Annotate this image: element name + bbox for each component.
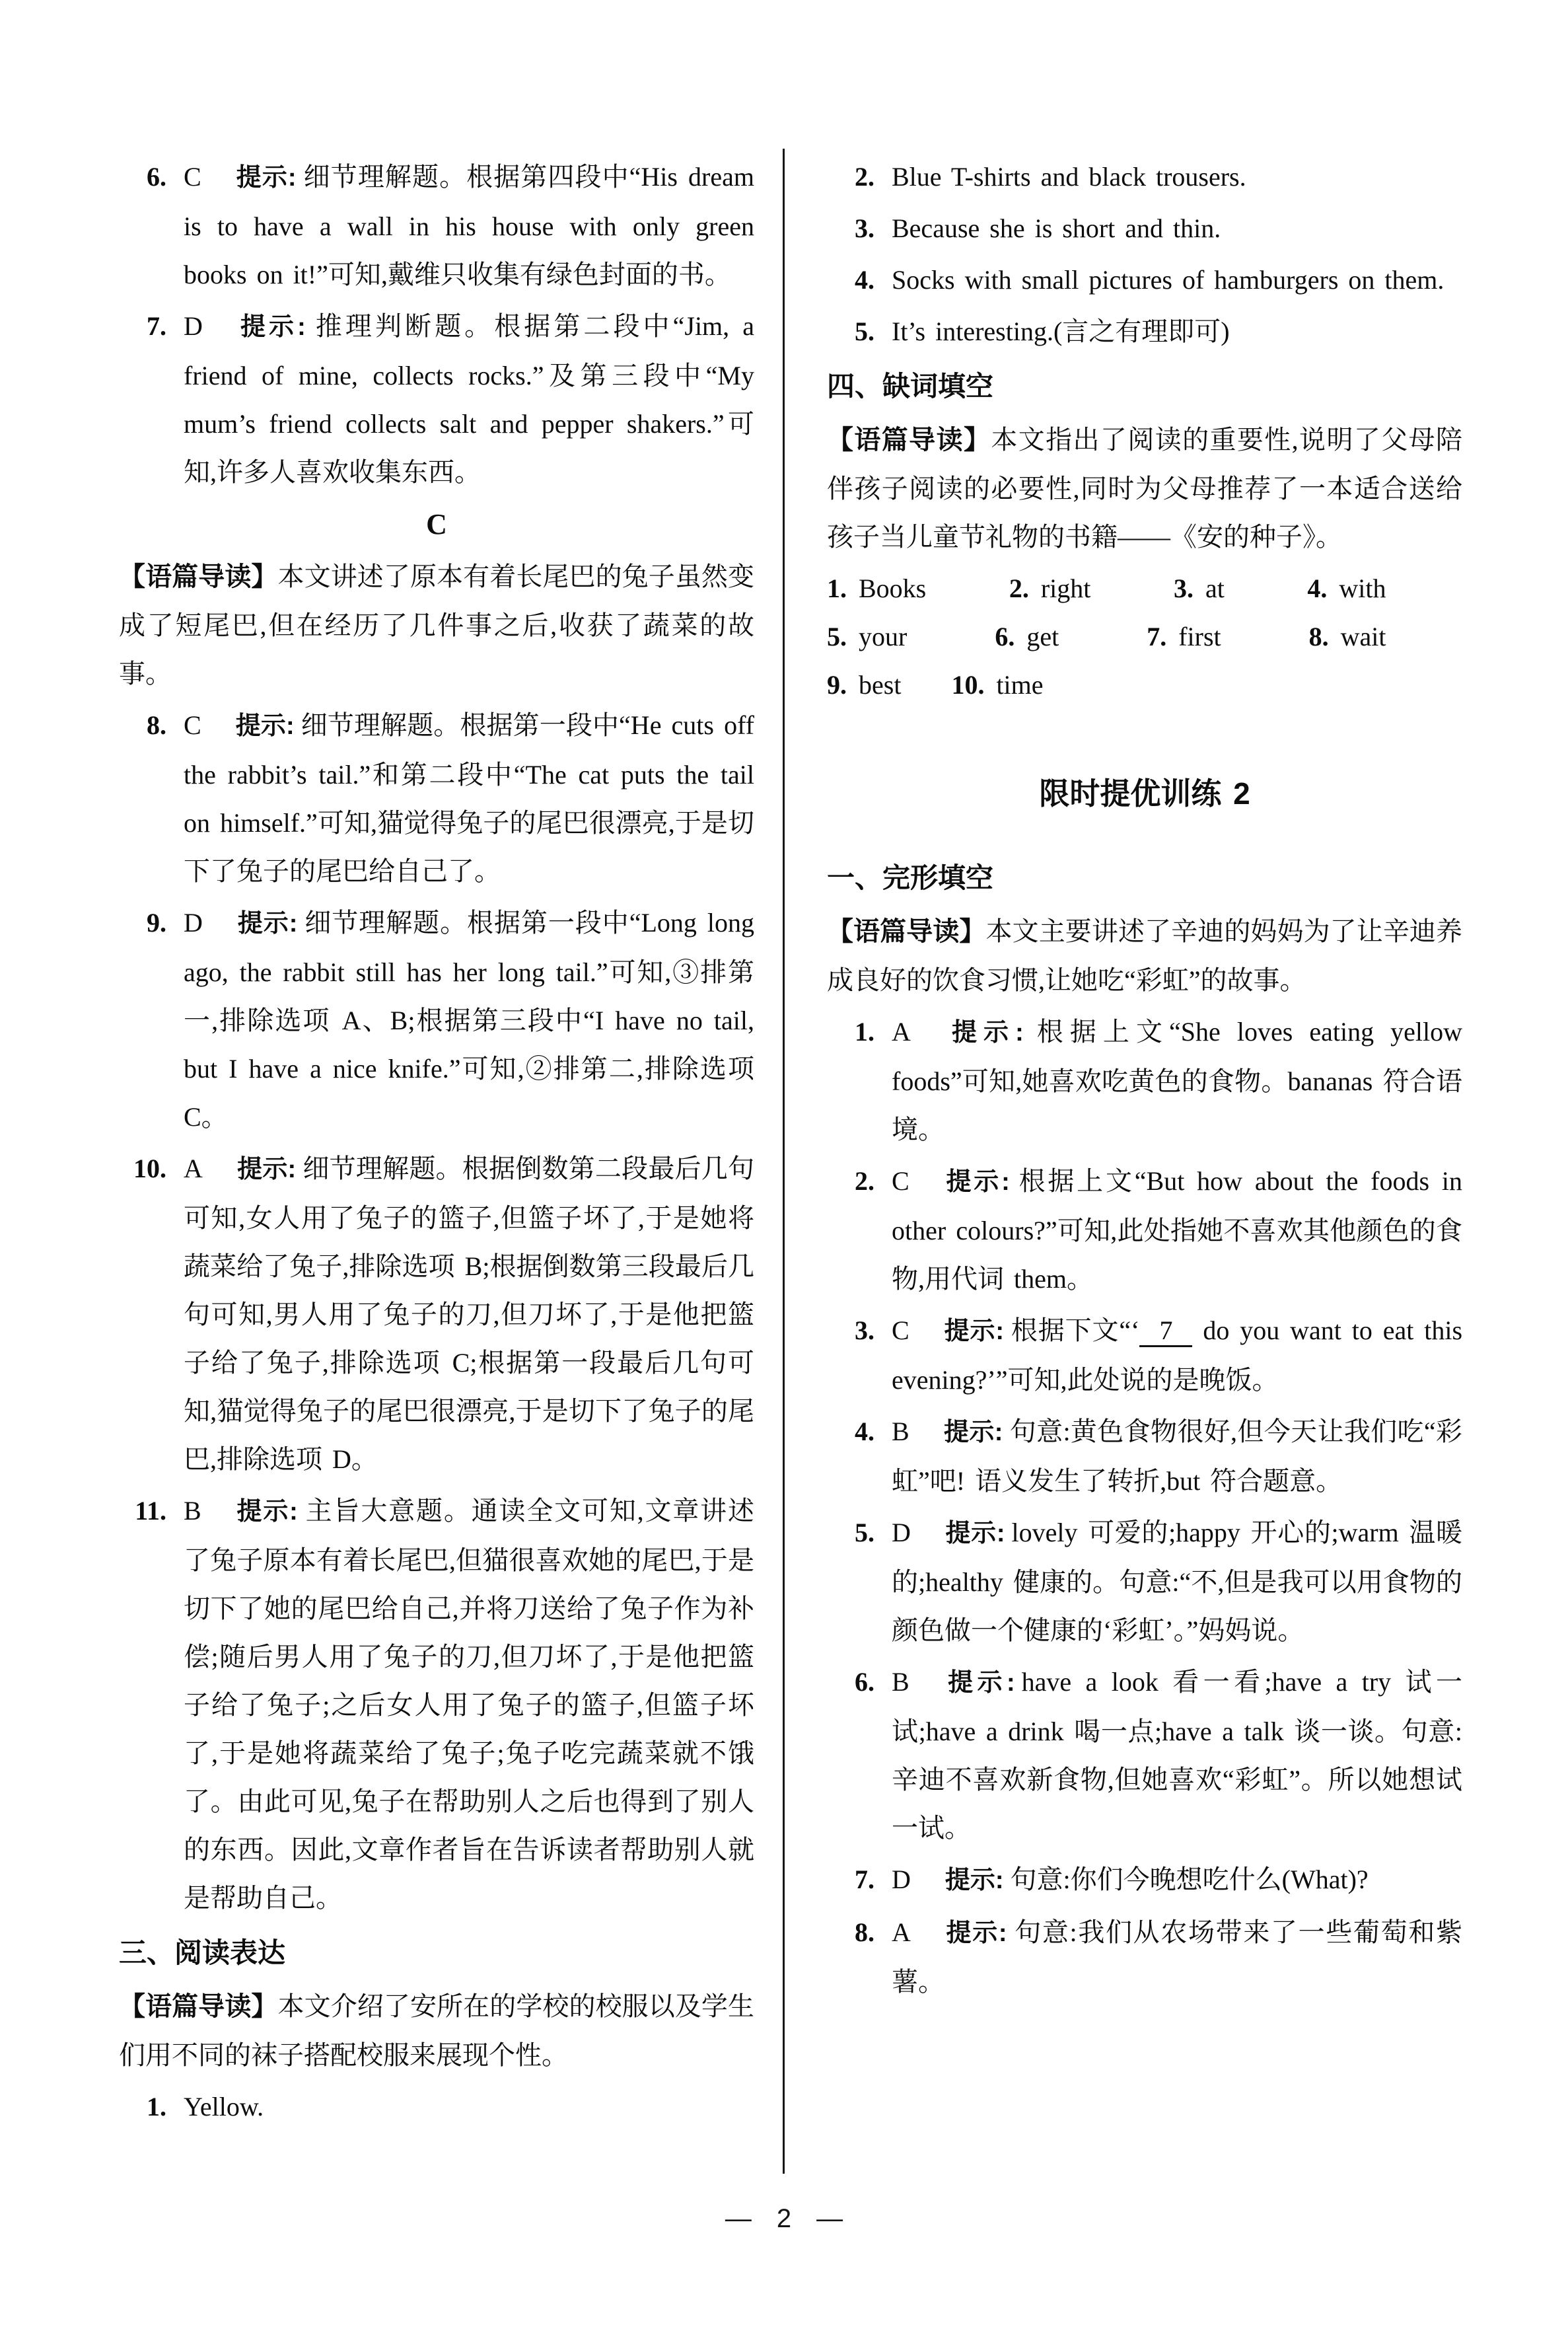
answer-item — [827, 1658, 1462, 1852]
answers-row — [827, 564, 1386, 612]
item-number: 4. — [855, 1417, 874, 1446]
hint-label: 提示: — [235, 1498, 298, 1526]
item-number: 4. — [855, 265, 874, 295]
text-run: 细节理解题。根据第四段中“His dream is to have a wall in his house with only green books on it!”可知,戴维只收集有绿色封面的书。 — [184, 162, 755, 289]
text-run: 根据上文“But how about the foods in other colours?”可知,此处指她不喜欢其他颜色的食物,用代词 them。 — [892, 1166, 1462, 1294]
answer-cell-word: time — [996, 670, 1044, 700]
item-number: 8. — [855, 1917, 874, 1947]
item-content — [184, 1144, 754, 1483]
item-number: 8. — [147, 710, 166, 740]
item-number: 3. — [855, 213, 874, 243]
answer-letter: B — [184, 1496, 201, 1526]
answer-item — [119, 1144, 754, 1483]
answer-cell-number: 1. — [827, 573, 847, 603]
item-content — [892, 204, 1462, 252]
answer-item — [827, 204, 1462, 252]
item-content — [892, 1008, 1462, 1154]
item-number: 7. — [855, 1864, 874, 1894]
item-content — [184, 701, 754, 895]
text-run: 细节理解题。根据第一段中“He cuts off the rabbit’s tail.”和第二段中“The cat puts the tail on himself.”可知,猫觉得兔子的尾巴很漂亮,于是切下了兔子的尾巴给自己了。 — [184, 710, 755, 886]
answer-item — [827, 1008, 1462, 1154]
passage-letter-header: C — [426, 508, 447, 540]
item-content — [892, 1306, 1462, 1404]
answer-item — [827, 1908, 1462, 2006]
text-run: 细节理解题。根据倒数第二段最后几句可知,女人用了兔子的篮子,但篮子坏了,于是她将蔬菜给了兔子,排除选项 B;根据倒数第三段最后几句可知,男人用了兔子的刀,但刀坏了,于是他把篮子给了兔子,排除选项 C;根据第一段最后几句可知,猫觉得兔子的尾巴很漂亮,于是切下了兔子的尾巴,排除选项 D。 — [184, 1154, 755, 1474]
passage-intro — [827, 907, 1462, 1004]
text-run: 主旨大意题。通读全文可知,文章讲述了兔子原本有着长尾巴,但猫很喜欢她的尾巴,于是切下了她的尾巴给自己,并将刀送给了兔子作为补偿;随后男人用了兔子的刀,但刀坏了,于是他把篮子给了兔子;之后女人用了兔子的篮子,但篮子坏了,于是她将蔬菜给了兔子;兔子吃完蔬菜就不饿了。由此可见,兔子在帮助别人之后也得到了别人的东西。因此,文章作者旨在告诉读者帮助别人就是帮助自己。 — [184, 1496, 755, 1913]
answer-letter: C — [892, 1315, 909, 1345]
passage-intro-text: 本文指出了阅读的重要性,说明了父母陪伴孩子阅读的必要性,同时为父母推荐了一本适合送给孩子当儿童节礼物的书籍——《安的种子》。 — [827, 425, 1463, 552]
answer-cell — [827, 612, 907, 661]
text-run: 根据上文“She loves eating yellow foods”可知,她喜欢吃黄色的食物。bananas 符合语境。 — [892, 1017, 1463, 1144]
item-number: 10. — [133, 1154, 166, 1183]
hint-label: 提示: — [235, 712, 295, 740]
answer-letter: B — [892, 1667, 909, 1697]
hint-label: 提示: — [943, 1168, 1010, 1196]
item-content — [892, 256, 1462, 304]
item-number: 1. — [855, 1017, 874, 1047]
section-header: 四、缺词填空 — [827, 371, 994, 402]
answer-cell-word: first — [1178, 622, 1221, 651]
answer-cell — [1147, 612, 1221, 661]
answer-letter: D — [892, 1518, 911, 1547]
section-header: 三、阅读表达 — [119, 1937, 286, 1968]
answer-letter: D — [892, 1864, 911, 1894]
passage-intro-label: 【语篇导读】 — [827, 425, 991, 455]
item-content — [892, 307, 1462, 355]
answer-item — [119, 701, 754, 895]
answer-item — [827, 1855, 1462, 1905]
answer-cell-number: 6. — [995, 622, 1015, 651]
answer-letter: B — [892, 1417, 909, 1446]
footer-dash-right: — — [816, 2204, 843, 2233]
answer-letter: A — [892, 1917, 911, 1947]
text-run: do you want to eat this evening?’”可知,此处说的是晚饭。 — [892, 1315, 1463, 1395]
answer-letter: C — [184, 162, 201, 192]
passage-intro-label: 【语篇导读】 — [119, 562, 278, 591]
answer-cell-word: wait — [1340, 622, 1386, 651]
item-number: 3. — [855, 1315, 874, 1345]
answer-cell — [827, 661, 901, 709]
answer-item — [827, 1407, 1462, 1505]
answer-cell-word: Books — [859, 573, 927, 603]
text-run: Because she is short and thin. — [892, 213, 1221, 243]
exercise-set-title: 限时提优训练 2 — [1039, 776, 1250, 811]
text-run: 推理判断题。根据第二段中“Jim, a friend of mine, collects rocks.”及第三段中“My mum’s friend collects salt and pepper shakers.”可知,许多人喜欢收集东西。 — [184, 311, 754, 487]
answer-letter: C — [184, 710, 201, 740]
item-number: 7. — [147, 311, 166, 341]
hint-label: 提示: — [944, 1866, 1004, 1894]
answer-cell — [951, 661, 1043, 709]
answer-item — [119, 153, 754, 299]
hint-label: 提示: — [944, 1520, 1005, 1547]
hint-label: 提示: — [943, 1317, 1004, 1345]
item-number: 5. — [855, 1518, 874, 1547]
passage-intro-text: 本文讲述了原本有着长尾巴的兔子虽然变成了短尾巴,但在经历了几件事之后,收获了蔬菜的故事。 — [119, 562, 755, 688]
answer-cell — [1174, 564, 1225, 612]
section-header: 一、完形填空 — [827, 862, 994, 893]
answer-item — [827, 256, 1462, 304]
text-run: 细节理解题。根据第一段中“Long long ago, the rabbit still has her long tail.”可知,③排第一,排除选项 A、B;根据第三段中“I have no tail, but I have a nice knife.”可知,②排第二,排除选项 C。 — [184, 908, 754, 1132]
answer-cell-word: right — [1040, 573, 1091, 603]
passage-intro — [119, 1982, 754, 2079]
text-run: It’s interesting.(言之有理即可) — [892, 316, 1230, 346]
text-run: have a look 看一看;have a try 试一试;have a drink 喝一点;have a talk 谈一谈。句意:辛迪不喜欢新食物,但她喜欢“彩虹”。所以她想试一试。 — [892, 1667, 1462, 1843]
answer-item — [827, 1306, 1462, 1404]
answer-item — [827, 153, 1462, 201]
text-run: lovely 可爱的;happy 开心的;warm 温暖的;healthy 健康的。句意:“不,但是我可以用食物的颜色做一个健康的‘彩虹’。”妈妈说。 — [892, 1518, 1463, 1645]
item-content — [892, 153, 1462, 201]
text-run: Blue T-shirts and black trousers. — [892, 162, 1246, 192]
hint-label: 提示: — [236, 910, 298, 938]
hint-label: 提示: — [235, 164, 297, 192]
item-content — [892, 1157, 1462, 1303]
passage-intro — [119, 552, 754, 698]
item-number: 2. — [855, 1166, 874, 1196]
answer-cell-number: 9. — [827, 670, 847, 700]
answer-letter: A — [892, 1017, 911, 1047]
item-content — [184, 153, 754, 299]
item-content — [892, 1407, 1462, 1505]
right-column — [827, 151, 1462, 2009]
item-content — [184, 1487, 754, 1922]
answer-cell — [827, 564, 926, 612]
text-run: Socks with small pictures of hamburgers on them. — [892, 265, 1444, 295]
passage-intro-label: 【语篇导读】 — [827, 917, 986, 946]
answer-item — [827, 1157, 1462, 1303]
answer-letter: A — [184, 1154, 203, 1183]
answer-letter: D — [184, 908, 203, 938]
answer-cell-number: 4. — [1307, 573, 1328, 603]
text-run: 句意:我们从农场带来了一些葡萄和紫薯。 — [892, 1917, 1462, 1997]
hint-label: 提示: — [944, 1919, 1007, 1947]
hint-label: 提示: — [943, 1419, 1003, 1446]
hint-label: 提示: — [236, 313, 306, 341]
hint-label: 提示: — [944, 1019, 1024, 1047]
answer-item — [119, 899, 754, 1141]
item-number: 6. — [855, 1667, 874, 1697]
answer-item — [119, 2083, 754, 2131]
item-number: 5. — [855, 316, 874, 346]
text-run: 根据下文“‘ — [1010, 1315, 1140, 1345]
answer-letter: D — [184, 311, 203, 341]
passage-intro-text: 本文介绍了安所在的学校的校服以及学生们用不同的袜子搭配校服来展现个性。 — [119, 1991, 755, 2070]
answer-item — [119, 302, 754, 496]
answer-cell-number: 3. — [1173, 573, 1194, 603]
item-number: 1. — [147, 2092, 166, 2122]
page-footer — [0, 2204, 1568, 2234]
answer-cell-word: with — [1339, 573, 1386, 603]
answers-row — [827, 612, 1386, 661]
answer-cell-word: best — [859, 670, 902, 700]
answer-cell-word: at — [1205, 573, 1225, 603]
item-content — [892, 1658, 1462, 1852]
passage-intro-text: 本文主要讲述了辛迪的妈妈为了让辛迪养成良好的饮食习惯,让她吃“彩虹”的故事。 — [827, 916, 1463, 995]
footer-dash-left: — — [725, 2204, 752, 2233]
text-run: Yellow. — [184, 2092, 264, 2122]
item-content — [184, 2083, 754, 2131]
answer-cell-word: your — [859, 622, 908, 651]
answer-cell-number: 2. — [1009, 573, 1029, 603]
item-content — [892, 1855, 1462, 1905]
answer-item — [827, 307, 1462, 355]
item-number: 2. — [855, 162, 874, 192]
item-number: 6. — [147, 162, 166, 192]
hint-label: 提示: — [943, 1669, 1015, 1697]
answers-row — [827, 661, 1462, 709]
item-number: 9. — [147, 908, 166, 938]
item-content — [892, 1908, 1462, 2006]
answer-letter: C — [892, 1166, 909, 1196]
item-number: 11. — [135, 1496, 166, 1526]
left-column — [119, 151, 754, 2134]
answer-cell-number: 8. — [1308, 622, 1329, 651]
answer-cell-number: 5. — [827, 622, 847, 651]
blank-answer: 7 — [1139, 1315, 1192, 1347]
answer-cell — [1309, 612, 1386, 661]
answer-cell — [995, 612, 1059, 661]
text-run: 句意:黄色食物很好,但今天让我们吃“彩虹”吧! 语义发生了转折,but 符合题意。 — [892, 1417, 1462, 1496]
column-divider-rule — [783, 149, 785, 2174]
item-content — [184, 899, 754, 1141]
answer-cell — [1009, 564, 1091, 612]
answer-cell-number: 7. — [1147, 622, 1167, 651]
answer-item — [827, 1508, 1462, 1654]
item-content — [184, 302, 754, 496]
answer-item — [119, 1487, 754, 1922]
hint-label: 提示: — [236, 1156, 297, 1183]
answer-cell — [1307, 564, 1386, 612]
passage-intro-label: 【语篇导读】 — [119, 1992, 278, 2021]
text-run: 句意:你们今晚想吃什么(What)? — [1010, 1864, 1369, 1894]
item-content — [892, 1508, 1462, 1654]
page-number: 2 — [776, 2204, 792, 2233]
answer-cell-word: get — [1026, 622, 1059, 651]
answer-cell-number: 10. — [951, 670, 985, 700]
passage-intro — [827, 416, 1462, 561]
